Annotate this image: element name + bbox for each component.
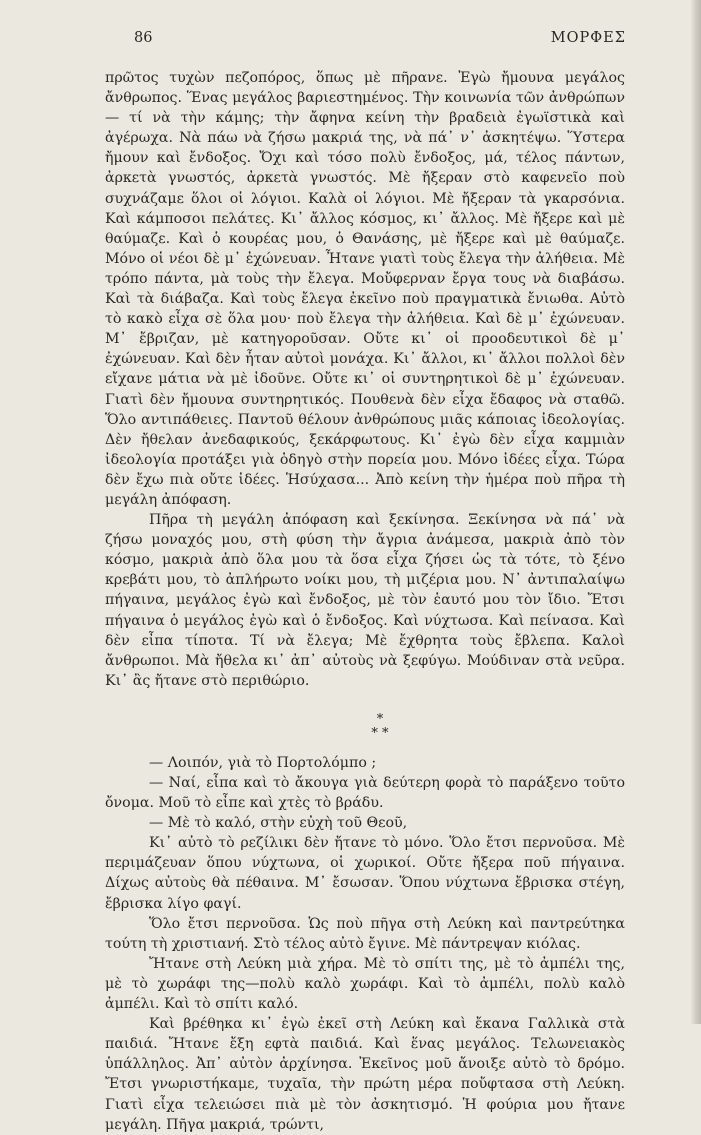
paragraph-6: Καὶ βρέθηκα κι᾽ ἐγὼ ἐκεῖ στὴ Λεύκη καὶ ἔκανα Γαλλικὰ στὰ παιδιά. Ἤτανε ἔξη εφτὰ παιδιά. Καὶ ἕνας μεγάλος. Τελωνειακὸς ὑπάλληλος. Ἀπ᾽ αὐτὸν ἀρχίνησα. Ἐκεῖνος μοῦ ἄνοιξε αὐτὸ τὸ δρόμο. Ἔτσι γνωριστήκαμε, τυχαῖα, τὴν πρώτη μέρα ποὔφτασα στὴ Λεύκη. Γιατὶ εἶχα τελειώσει πιὰ μὲ τὸν ἀσκητισμό. Ἡ φούρια μου ἤτανε μεγάλη. Πῆγα μακριά, τρώντι, — [105, 1016, 625, 1133]
dialogue-line-1: — Λοιπόν, γιὰ τὸ Πορτολόμπο ; — [149, 754, 377, 771]
paragraph-1: πρῶτος τυχὼν πεζοπόρος, ὅπως μὲ πῆρανε. Ἐγὼ ἤμουνα μεγάλος ἄνθρωπος. Ἕνας μεγάλος βαριεστημένος. Τὴν κοινωνία τῶν ἀνθρώπων — τί νὰ τὴν κάμης; τὴν ἄφηνα κείνη τὴν βραδειὰ ἐγωϊστικὰ καὶ ἀγέρωχα. Νὰ πάω νὰ ζήσω μακριά της, νὰ πά᾽ ν᾽ ἀσκητέψω. Ὕστερα ἤμουν καὶ ἔνδοξος. Ὄχι καὶ τόσο πολὺ ἔνδοξος, μά, τέλος πάντων, ἀρκετὰ γνωστός, ἀρκετὰ γνωστός. Μὲ ἤξεραν στὸ καφενεῖο ποὺ συχνάζαμε ὅλοι οἱ λόγιοι. Καλὰ οἱ λόγιοι. Μὲ ἤξεραν τὰ γκαρσόνια. Καὶ κάμποσοι πελάτες. Κι᾽ ἄλλος κόσμος, κι᾽ ἄλλος. Μὲ ἤξερε καὶ μὲ θαύμαζε. Καὶ ὁ κουρέας μου, ὁ Θανάσης, μὲ ἤξερε καὶ μὲ θαύμαζε. Μόνο οἱ νέοι δὲ μ᾽ ἐχώνευαν. Ἦτανε γιατὶ τοὺς ἔλεγα τὴν ἀλήθεια. Μὲ τρόπο πάντα, μὰ τοὺς τὴν ἔλεγα. Μοὔφερναν ἔργα τους νὰ διαβάσω. Καὶ τὰ διάβαζα. Καὶ τοὺς ἔλεγα ἐκεῖνο ποὺ πραγματικὰ ἔνιωθα. Αὐτὸ τὸ κακὸ εἶχα σὲ ὅλα μου· ποὺ ἔλεγα τὴν ἀλήθεια. Καὶ δὲ μ᾽ ἐχώνευαν. Μ᾽ ἔβριζαν, μὲ κατηγοροῦσαν. Οὔτε κι᾽ οἱ προοδευτικοὶ δὲ μ᾽ ἐχώνευαν. Καὶ δὲν ἦταν αὐτοὶ μονάχα. Κι᾽ ἄλλοι, κι᾽ ἄλλοι πολλοὶ δὲν εἴχανε μάτια νὰ μὲ ἰδοῦνε. Οὔτε κι᾽ οἱ συντηρητικοὶ δὲ μ᾽ ἐχώνευαν. Γιατὶ δὲν ἤμουνα συντηρητικός. Πουθενὰ δὲν εἶχα ἔδαφος νὰ σταθῶ. Ὅλο αντιπάθειες. Παντοῦ θέλουν ἀνθρώπους μιᾶς κάποιας ἰδεολογίας. Δὲν ἤθελαν ἀνεδαφικούς, ξεκάρφωτους. Κι᾽ ἐγὼ δὲν εἶχα καμμιὰν ἰδεολογία προτάξει γιὰ ὁδηγὸ στὴν πορεία μου. Μόνο ἰδέες εἶχα. Τώρα δὲν ἔχω πιὰ οὔτε ἰδέες. Ἡσύχασα... Ἀπὸ κείνη τὴν ἡμέρα ποὺ πῆρα τὴ μεγάλη ἀπόφαση. — [105, 70, 625, 508]
section-break-star-top: * — [376, 711, 384, 727]
paragraph-4: Ὅλο ἔτσι περνοῦσα. Ὡς ποὺ πῆγα στὴ Λεύκη καὶ παντρεύτηκα τούτη τὴ χριστιανή. Στὸ τέλος αὐτὸ ἔγινε. Μὲ πάντρεψαν κιόλας. — [105, 915, 625, 952]
section-break-stars-bottom: * * — [371, 725, 389, 741]
paragraph-5: Ἤτανε στὴ Λεύκη μιὰ χήρα. Μὲ τὸ σπίτι της, μὲ τὸ ἀμπέλι της, μὲ τὸ χωράφι της—πολὺ καλὸ χωράφι. Καὶ τὸ ἀμπέλι, πολὺ καλὸ ἀμπέλι. Καὶ τὸ σπίτι καλό. — [105, 955, 625, 1013]
page-header — [108, 30, 626, 54]
page-number: 86 — [134, 30, 153, 46]
page-body — [105, 68, 625, 1135]
paragraph-3: Κι᾽ αὐτὸ τὸ ρεζίλικι δὲν ἤτανε τὸ μόνο. Ὅλο ἔτσι περνοῦσα. Μὲ περιμάζευαν ὅπου νύχτωνα, οἱ χωρικοί. Οὔτε ἤξερα ποῦ πήγαινα. Δίχως αὐτοὺς θὰ πέθαινα. Μ᾽ ἔσωσαν. Ὅπου νύχτωνα ἔβρισκα στέγη, ἔβρισκα λίγο φαγί. — [105, 835, 625, 912]
paragraph-2: Πῆρα τὴ μεγάλη ἀπόφαση καὶ ξεκίνησα. Ξεκίνησα νὰ πά᾽ νὰ ζήσω μοναχός μου, στὴ φύση τὴν ἄγρια ἀνάμεσα, μακριὰ ἀπὸ τὸν κόσμο, μακριὰ ἀπὸ ὅλα μου τὰ ὅσα εἶχα ζήσει ὡς τὰ τότε, τὸ ξένο κρεβάτι μου, τὸ ἀπλήρωτο νοίκι μου, τὴ μιζέρια μου. Ν᾽ ἀντιπαλαίψω πήγαινα, μεγάλος ἐγὼ καὶ ἔνδοξος, μὲ τὸν ἑαυτό μου τὸν ἴδιο. Ἔτσι πήγαινα ὁ μεγάλος ἐγὼ καὶ ὁ ἔνδοξος. Καὶ νύχτωσα. Καὶ πείνασα. Καὶ δὲν εἶπα τίποτα. Τί νὰ ἔλεγα; Μὲ ἔχθρητα τοὺς ἔβλεπα. Καλοὶ ἄνθρωποι. Μὰ ἤθελα κι᾽ ἀπ᾽ αὐτοὺς νὰ ξεφύγω. Μούδιναν στὰ νεῦρα. Κι᾽ ἂς ἤτανε στὸ περιθώριο. — [105, 512, 625, 689]
page-edge-shadow — [691, 0, 701, 1024]
running-title: ΜΟΡΦΕΣ — [550, 30, 626, 46]
dialogue-line-3: — Μὲ τὸ καλό, στὴν εὐχὴ τοῦ Θεοῦ, — [149, 815, 408, 832]
dialogue-line-2: — Ναί, εἶπα καὶ τὸ ἄκουγα γιὰ δεύτερη φορὰ τὸ παράξενο τοῦτο ὄνομα. Μοῦ τὸ εἶπε καὶ χτὲς τὸ βράδυ. — [105, 775, 625, 812]
section-break — [105, 713, 625, 741]
